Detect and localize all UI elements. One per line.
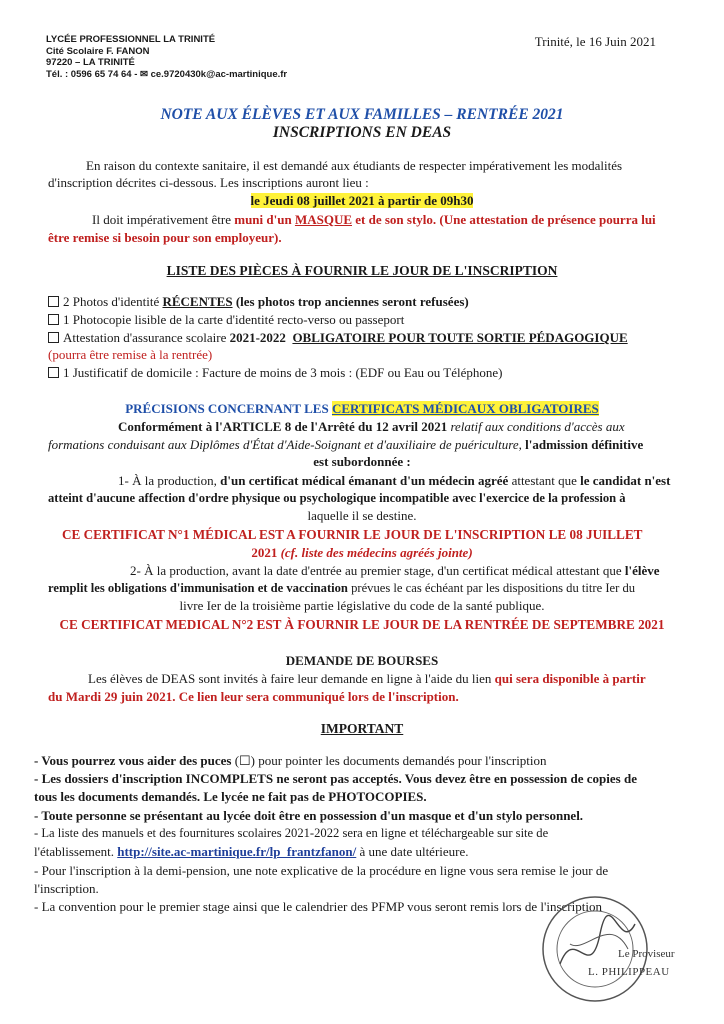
- intro-when: [0, 192, 724, 209]
- website-link[interactable]: http://site.ac-martinique.fr/lp_frantzfanon/: [117, 844, 357, 859]
- document-date: Trinité, le 16 Juin 2021: [534, 34, 656, 49]
- pieces-item-1: [48, 293, 469, 310]
- important-item-4: - La liste des manuels et des fournitures scolaires 2021-2022 sera en ligne et téléchargeable sur site de: [34, 826, 549, 840]
- checkbox-icon: [48, 367, 59, 378]
- intro-line-1: En raison du contexte sanitaire, il est demandé aux étudiants de respecter impérativement les modalités: [86, 158, 623, 173]
- important-item-5-b: l'inscription.: [34, 881, 99, 896]
- medical-heading: [0, 400, 724, 417]
- medical-line-1-italic: relatif aux conditions d'accès aux: [447, 419, 625, 434]
- pieces-item-4: [48, 364, 503, 381]
- certificate-1-year: 2021: [251, 545, 278, 560]
- medical-line-1-bold: Conformément à l'ARTICLE 8 de l'Arrêté du 12 avril 2021: [118, 419, 448, 434]
- medical-point-1-c: laquelle il se destine.: [307, 508, 417, 523]
- medical-point-2-b-text: prévues le cas échéant par les dispositions du titre Ier du: [347, 581, 636, 595]
- important-item-6: - La convention pour le premier stage ainsi que le calendrier des PFMP vous seront remis lors de l'inscription: [34, 899, 602, 914]
- bourses-heading: DEMANDE DE BOURSES: [285, 653, 439, 668]
- checkbox-icon: [48, 314, 59, 325]
- important-item-3: - Toute personne se présentant au lycée doit être en possession d'un masque et d'un stylo personnel.: [34, 808, 584, 823]
- signature-role: Le Proviseur: [618, 948, 675, 960]
- medical-heading-pre: PRÉCISIONS CONCERNANT LES: [125, 401, 332, 416]
- document-title: NOTE AUX ÉLÈVES ET AUX FAMILLES – RENTRÉE 2021: [160, 106, 564, 123]
- pieces-item-2-text: 1 Photocopie lisible de la carte d'identité recto-verso ou passeport: [63, 312, 405, 327]
- certificate-2: CE CERTIFICAT MEDICAL N°2 EST À FOURNIR LE JOUR DE LA RENTRÉE DE SEPTEMBRE 2021: [59, 617, 665, 632]
- medical-point-2-b: [48, 580, 635, 597]
- school-contact: Tél. : 0596 65 74 64 - ✉ ce.9720430k@ac-martinique.fr: [46, 68, 288, 80]
- pieces-item-3-bold: OBLIGATOIRE POUR TOUTE SORTIE PÉDAGOGIQUE: [292, 330, 628, 345]
- pieces-item-1-pre: 2 Photos d'identité: [63, 294, 163, 309]
- bourses-line-2: du Mardi 29 juin 2021. Ce lien leur sera communiqué lors de l'inscription.: [48, 689, 459, 704]
- pieces-item-3: [48, 329, 628, 346]
- pieces-heading: LISTE DES PIÈCES À FOURNIR LE JOUR DE L'INSCRIPTION: [166, 263, 558, 278]
- important-heading: IMPORTANT: [320, 721, 404, 736]
- intro-when-text: le Jeudi 08 juillet 2021 à partir de 09h30: [250, 193, 474, 208]
- medical-point-2-c: livre Ier de la troisième partie législative du code de la santé publique.: [179, 598, 545, 613]
- checkbox-icon: [48, 296, 59, 307]
- pieces-item-3-note: (pourra être remise à la rentrée): [48, 347, 213, 362]
- medical-point-2-a: [130, 562, 660, 579]
- medical-line-3: est subordonnée :: [313, 454, 411, 469]
- document-subtitle: INSCRIPTIONS EN DEAS: [272, 124, 452, 141]
- intro-line-2: d'inscription décrites ci-dessous. Les inscriptions auront lieu :: [48, 175, 369, 190]
- important-item-4-pre: l'établissement.: [34, 844, 118, 859]
- medical-heading-highlight: CERTIFICATS MÉDICAUX OBLIGATOIRES: [331, 401, 599, 416]
- bourses-line-1: [88, 670, 646, 687]
- important-item-2-b: tous les documents demandés. Le lycée ne fait pas de PHOTOCOPIES.: [34, 789, 427, 804]
- medical-point-1-b: atteint d'aucune affection d'ordre physique ou psychologique incompatible avec l'exercice de la profession à: [48, 491, 626, 505]
- intro-line-3: [92, 211, 656, 228]
- important-item-1-bold: - Vous pourrez vous aider des puces: [34, 753, 232, 768]
- important-item-1: [34, 752, 547, 769]
- important-item-4-b: [34, 843, 469, 860]
- school-name: LYCÉE PROFESSIONNEL LA TRINITÉ: [46, 34, 216, 45]
- intro-line-3-pre: Il doit impérativement être: [92, 212, 235, 227]
- medical-point-1-pre: 1- À la production,: [118, 473, 221, 488]
- medical-point-1-a: [118, 472, 670, 489]
- school-city: 97220 – LA TRINITÉ: [46, 57, 135, 68]
- intro-mask: MASQUE: [294, 212, 352, 227]
- important-item-4-post: à une date ultérieure.: [356, 844, 469, 859]
- pieces-item-1-bold: RÉCENTES: [162, 294, 233, 309]
- medical-point-2-b-bold: remplit les obligations d'immunisation et de vaccination: [48, 581, 348, 595]
- certificate-1-note: (cf. liste des médecins agréés jointe): [277, 545, 473, 560]
- medical-point-1-mid: attestant que: [508, 473, 581, 488]
- checkbox-icon: [48, 332, 59, 343]
- medical-point-2-bold: l'élève: [624, 563, 660, 578]
- intro-line-3-red: muni d'un: [234, 212, 295, 227]
- important-item-1-text: (☐) pour pointer les documents demandés pour l'inscription: [231, 753, 547, 768]
- bourses-line-1-red: qui sera disponible à partir: [494, 671, 646, 686]
- medical-point-1-bold2: le candidat n'est: [580, 473, 671, 488]
- important-item-5: - Pour l'inscription à la demi-pension, une note explicative de la procédure en ligne vous sera remise le jour de: [34, 863, 609, 878]
- certificate-1-line-1: CE CERTIFICAT N°1 MÉDICAL EST A FOURNIR LE JOUR DE L'INSCRIPTION LE 08 JUILLET: [62, 527, 643, 542]
- certificate-1-line-2: [0, 544, 724, 561]
- school-cite: Cité Scolaire F. FANON: [46, 45, 150, 57]
- pieces-item-3-year: 2021-2022: [229, 330, 286, 345]
- medical-line-2-bold: l'admission définitive: [521, 437, 644, 452]
- school-header: [46, 34, 287, 80]
- intro-line-4: être remise si besoin pour son employeur).: [48, 230, 282, 245]
- important-item-2: - Les dossiers d'inscription INCOMPLETS ne seront pas acceptés. Vous devez être en possession de copies de: [34, 771, 637, 786]
- pieces-item-3-pre: Attestation d'assurance scolaire: [63, 330, 230, 345]
- medical-point-1-bold: d'un certificat médical émanant d'un médecin agréé: [220, 473, 509, 488]
- medical-point-2-text: 2- À la production, avant la date d'entrée au premier stage, d'un certificat médical attestant que: [130, 563, 625, 578]
- signature-name: L. PHILIPPEAU: [588, 966, 670, 978]
- pieces-item-4-text: 1 Justificatif de domicile : Facture de moins de 3 mois : (EDF ou Eau ou Téléphone): [63, 365, 503, 380]
- pieces-item-1-post: (les photos trop anciennes seront refusées): [232, 294, 469, 309]
- medical-line-1: [118, 418, 625, 435]
- intro-line-3-red2: et de son stylo. (Une attestation de présence pourra lui: [352, 212, 656, 227]
- bourses-line-1-pre: Les élèves de DEAS sont invités à faire leur demande en ligne à l'aide du lien: [88, 671, 495, 686]
- pieces-item-2: [48, 311, 404, 328]
- medical-line-2: [48, 436, 643, 453]
- medical-line-2-italic: formations conduisant aux Diplômes d'État d'Aide-Soignant et d'auxiliaire de puériculture,: [48, 437, 522, 452]
